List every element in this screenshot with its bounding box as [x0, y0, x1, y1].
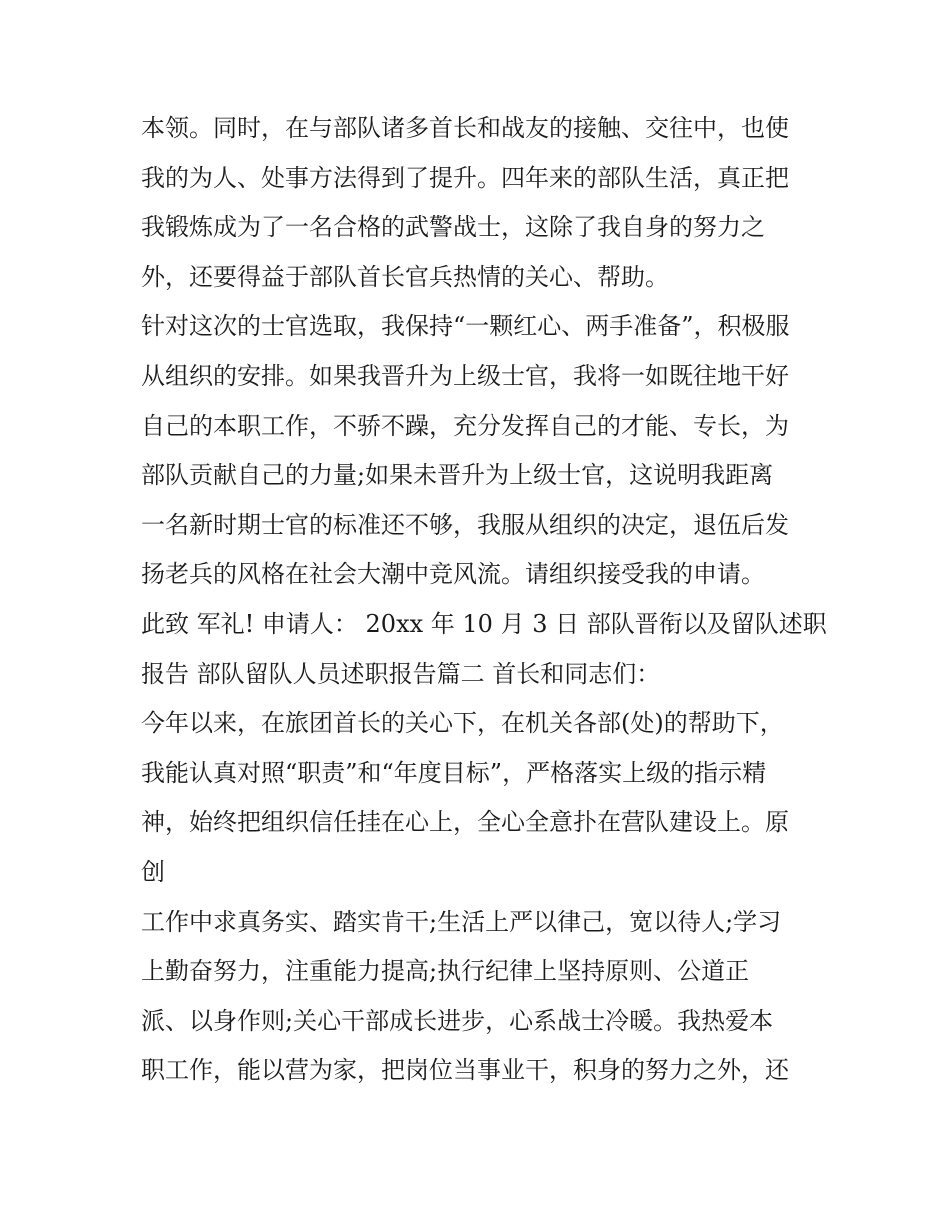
text-line: 报告 部队留队人员述职报告篇二 首长和同志们： — [141, 659, 661, 688]
text-line: 一名新时期士官的标准还不够，我服从组织的决定，退伍后发 — [141, 510, 789, 539]
text-line: 我的为人、处事方法得到了提升。四年来的部队生活，真正把 — [141, 163, 789, 192]
text-line: 从组织的安排。如果我晋升为上级士官，我将一如既往地干好 — [141, 361, 789, 390]
text-line: 派、以身作则;关心干部成长进步，心系战士冷暖。我热爱本 — [141, 1006, 774, 1035]
text-line: 创 — [141, 857, 165, 886]
text-line: 工作中求真务实、踏实肯干;生活上严以律己，宽以待人;学习 — [141, 907, 782, 936]
text-line: 本领。同时，在与部队诸多首长和战友的接触、交往中，也使 — [141, 114, 789, 142]
text-line: 此致 军礼! 申请人： 20xx 年 10 月 3 日 部队晋衔以及留队述职 — [141, 609, 827, 638]
text-line: 上勤奋努力，注重能力提高;执行纪律上坚持原则、公道正 — [141, 957, 750, 986]
text-line: 针对这次的士官选取，我保持“一颗红心、两手准备”，积极服 — [141, 312, 790, 341]
text-line: 扬老兵的风格在社会大潮中竞风流。请组织接受我的申请。 — [141, 560, 765, 589]
text-line: 今年以来，在旅团首长的关心下，在机关各部(处)的帮助下， — [141, 709, 784, 738]
text-line: 我能认真对照“职责”和“年度目标”，严格落实上级的指示精 — [141, 758, 767, 787]
text-line: 神，始终把组织信任挂在心上，全心全意扑在营队建设上。原 — [141, 808, 789, 837]
text-line: 部队贡献自己的力量;如果未晋升为上级士官，这说明我距离 — [141, 461, 774, 490]
document-body — [141, 104, 831, 1096]
text-line: 我锻炼成为了一名合格的武警战士，这除了我自身的努力之 — [141, 213, 765, 242]
text-line: 外，还要得益于部队首长官兵热情的关心、帮助。 — [141, 262, 669, 291]
text-line: 职工作，能以营为家，把岗位当事业干，积身的努力之外，还 — [141, 1056, 789, 1085]
text-line: 自己的本职工作，不骄不躁，充分发挥自己的才能、专长，为 — [141, 411, 789, 440]
